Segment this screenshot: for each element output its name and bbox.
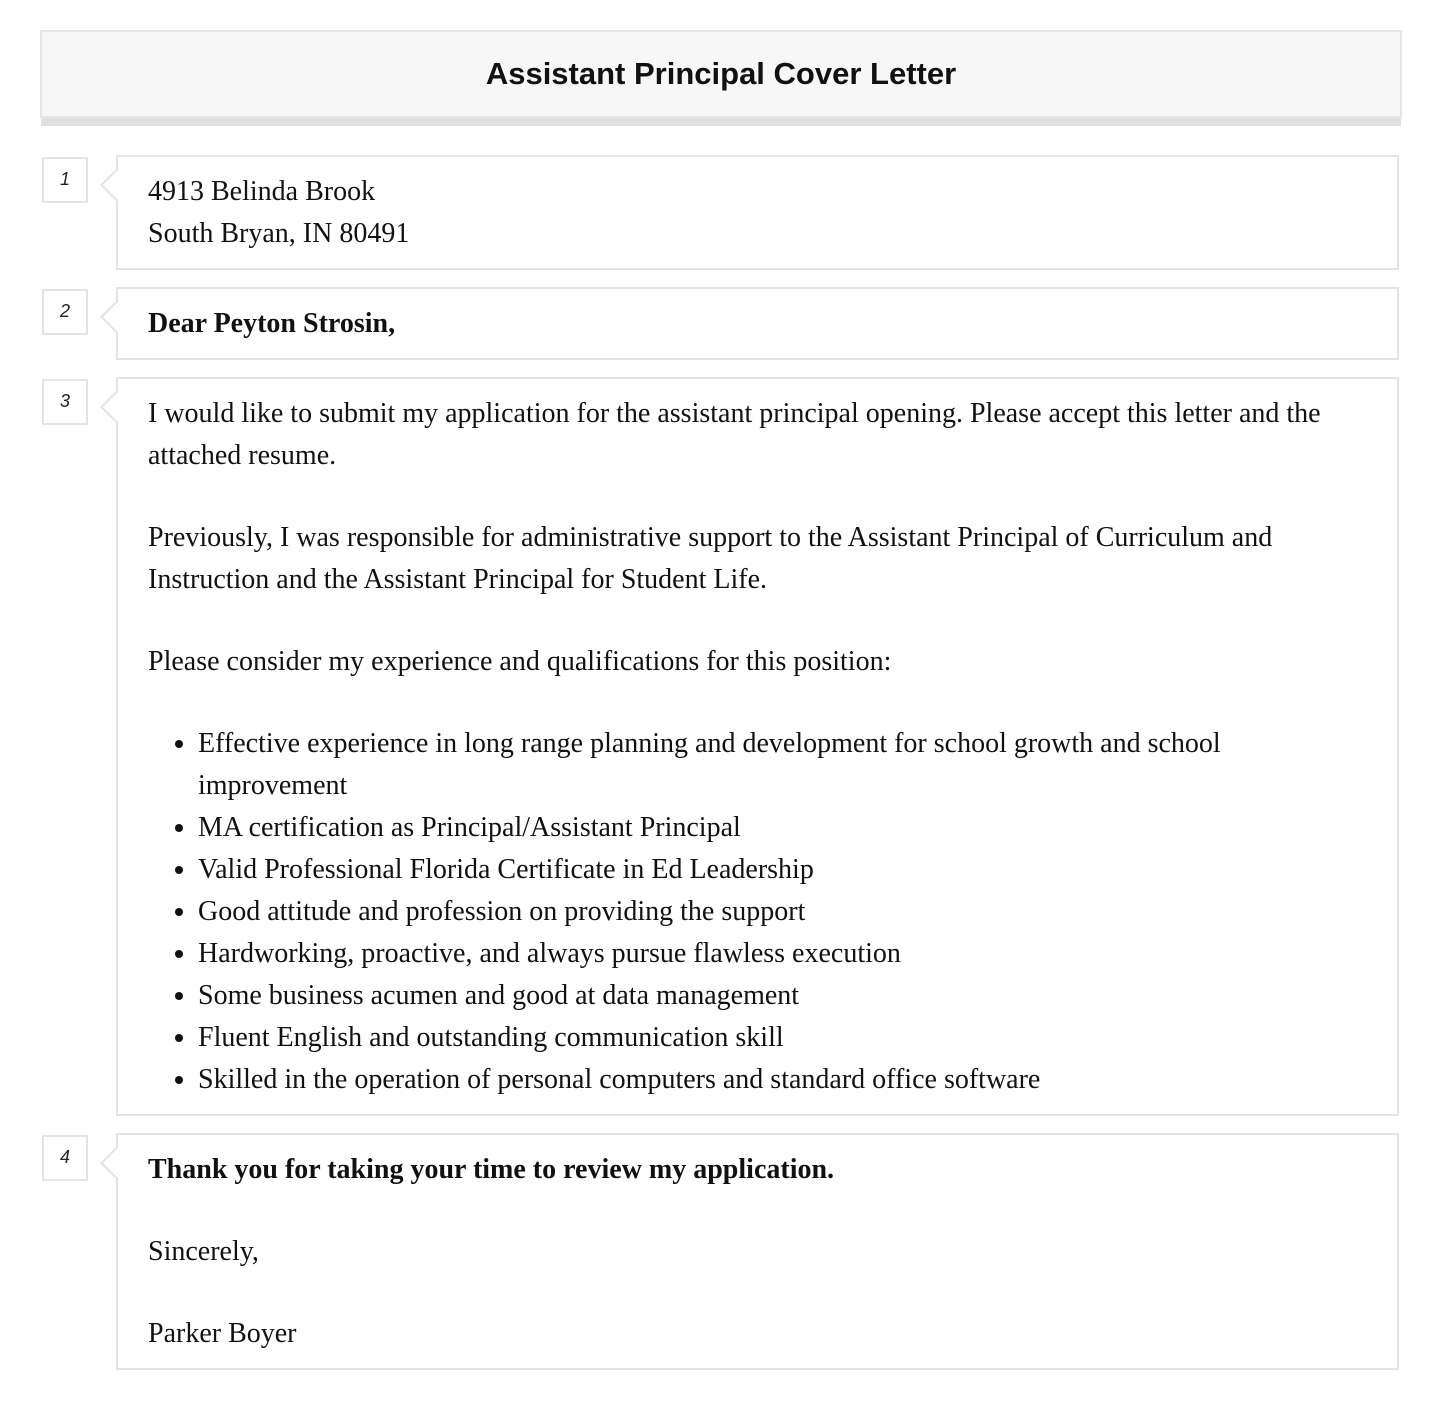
paragraph-spacer [148,601,1367,641]
paragraph-spacer [148,477,1367,517]
section-closing [116,1133,1399,1370]
section-number-4: 4 [42,1135,88,1181]
qualifications-list [148,723,1367,1101]
qualification-item: • Some business acumen and good at data management [198,975,1367,1017]
paragraph-spacer [148,1273,1367,1313]
qualification-item: • Skilled in the operation of personal computers and standard office software [198,1059,1367,1101]
signature: Parker Boyer [148,1318,297,1349]
closing-line: Sincerely, [148,1236,259,1267]
paragraph-spacer [148,683,1367,723]
qualification-item: • Effective experience in long range planning and development for school growth and school improvement [198,723,1367,807]
qualification-item: • Fluent English and outstanding communication skill [198,1017,1367,1059]
greeting: Dear Peyton Strosin, [148,308,396,339]
body-paragraph-3: Please consider my experience and qualifications for this position: [148,646,892,677]
page-title: Assistant Principal Cover Letter [485,56,957,91]
thanks-line: Thank you for taking your time to review my application. [148,1154,835,1185]
section-number-3: 3 [42,379,88,425]
section-number-2: 2 [42,289,88,335]
qualification-item: • Hardworking, proactive, and always pursue flawless execution [198,933,1367,975]
qualification-item: • MA certification as Principal/Assistant Principal [198,807,1367,849]
paragraph-spacer [148,1191,1367,1231]
qualification-item: • Good attitude and profession on providing the support [198,891,1367,933]
section-number-1: 1 [42,157,88,203]
address-line-2: South Bryan, IN 80491 [148,218,410,249]
address-line-1: 4913 Belinda Brook [148,176,376,207]
body-paragraph-2: Previously, I was responsible for administrative support to the Assistant Principal of Curriculum and Instruction and the Assistant Principal for Student Life. [148,522,1273,595]
body-paragraph-1: I would like to submit my application for the assistant principal opening. Please accept this letter and the attached resume. [148,398,1321,471]
page-header [40,30,1402,118]
section-address [116,155,1399,270]
qualification-item: • Valid Professional Florida Certificate in Ed Leadership [198,849,1367,891]
section-body [116,377,1399,1116]
section-greeting [116,287,1399,360]
